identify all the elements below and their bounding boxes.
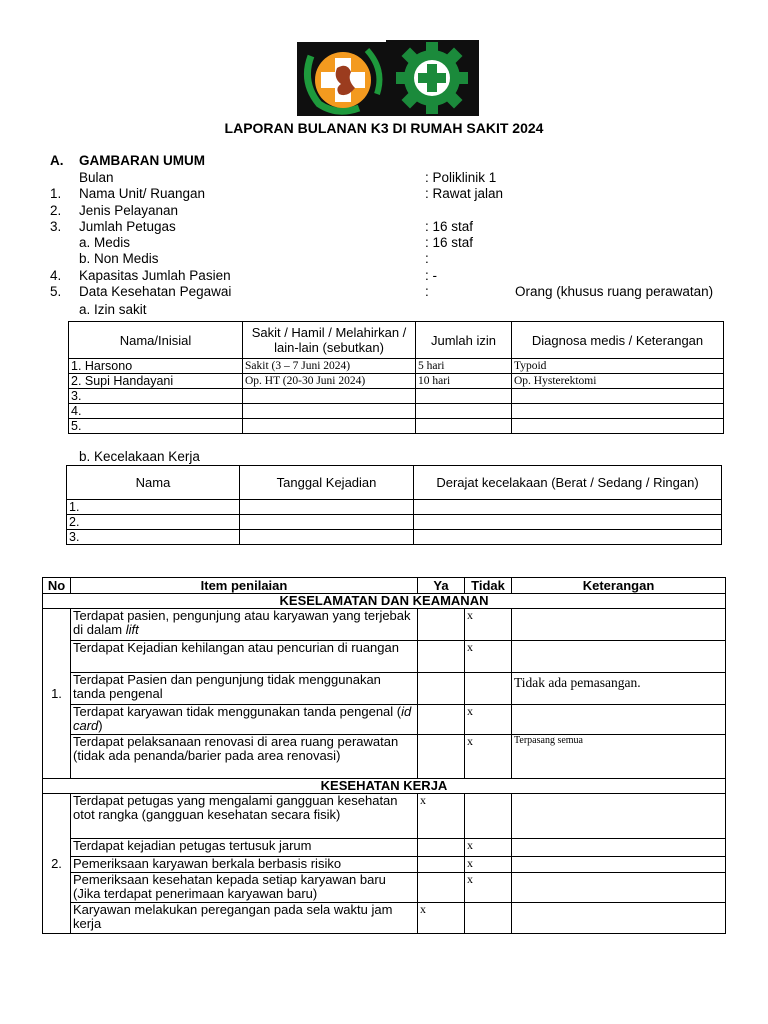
mark-tidak: x bbox=[465, 705, 512, 735]
section-a-row-value: : bbox=[425, 284, 429, 299]
item-penilaian-text: Terdapat petugas yang mengalami gangguan kesehatan otot rangka (gangguan kesehatan secara fisik) bbox=[71, 794, 418, 839]
table-row bbox=[67, 515, 722, 530]
keterangan-cell bbox=[512, 857, 726, 873]
mark-ya bbox=[418, 641, 465, 673]
table-row bbox=[67, 530, 722, 545]
section-a-row-number: 4. bbox=[50, 268, 62, 283]
section-a-row-value: : bbox=[425, 251, 429, 266]
kecelakaan-cell-name: 1. bbox=[67, 500, 240, 515]
item-penilaian-text: Terdapat karyawan tidak menggunakan tanda pengenal (id card) bbox=[71, 705, 418, 735]
section-header-row bbox=[43, 594, 726, 609]
kecelakaan-cell-degree bbox=[414, 500, 722, 515]
kecelakaan-label: b. Kecelakaan Kerja bbox=[79, 449, 200, 464]
mark-tidak bbox=[465, 903, 512, 934]
izin-cell-diag bbox=[512, 389, 724, 404]
izin-cell-name: 3. bbox=[69, 389, 243, 404]
keterangan-cell bbox=[512, 705, 726, 735]
mark-ya bbox=[418, 873, 465, 903]
izin-cell-name: 2. Supi Handayani bbox=[69, 374, 243, 389]
item-penilaian-text: Terdapat kejadian petugas tertusuk jarum bbox=[71, 839, 418, 857]
section-a-row-number: 5. bbox=[50, 284, 62, 299]
keterangan-cell bbox=[512, 609, 726, 641]
section-a-row-label: Data Kesehatan Pegawai bbox=[79, 284, 232, 299]
section-a-row-value: : - bbox=[425, 268, 437, 283]
col-header-sakit: Sakit / Hamil / Melahirkan / lain-lain (sebutkan) bbox=[243, 322, 416, 359]
mark-tidak: x bbox=[465, 857, 512, 873]
col-header-nama: Nama/Inisial bbox=[69, 322, 243, 359]
kecelakaan-table bbox=[66, 465, 722, 545]
mark-ya bbox=[418, 673, 465, 705]
orang-note: Orang (khusus ruang perawatan) bbox=[515, 284, 714, 299]
izin-cell-diag: Typoid bbox=[512, 359, 724, 374]
col-header-derajat: Derajat kecelakaan (Berat / Sedang / Ringan) bbox=[414, 466, 722, 500]
col-header-nama: Nama bbox=[67, 466, 240, 500]
table-row bbox=[43, 609, 726, 641]
logo-k3 bbox=[386, 40, 479, 116]
mark-tidak: x bbox=[465, 839, 512, 857]
mark-ya bbox=[418, 857, 465, 873]
section-a-row-value: : 16 staf bbox=[425, 219, 474, 234]
mark-tidak: x bbox=[465, 641, 512, 673]
izin-cell-reason bbox=[243, 404, 416, 419]
izin-cell-count bbox=[416, 389, 512, 404]
col-header-item: Item penilaian bbox=[71, 578, 418, 594]
izin-cell-count bbox=[416, 419, 512, 434]
izin-sakit-table bbox=[68, 321, 724, 434]
mark-ya: x bbox=[418, 794, 465, 839]
table-row bbox=[69, 359, 724, 374]
izin-cell-count bbox=[416, 404, 512, 419]
izin-cell-name: 5. bbox=[69, 419, 243, 434]
kecelakaan-cell-name: 2. bbox=[67, 515, 240, 530]
section-a-row-number: 1. bbox=[50, 186, 62, 201]
table-row bbox=[43, 641, 726, 673]
section-a-row-label: a. Medis bbox=[79, 235, 131, 250]
kecelakaan-cell-degree bbox=[414, 530, 722, 545]
keterangan-cell: Terpasang semua bbox=[512, 735, 726, 779]
table-row bbox=[43, 903, 726, 934]
keterangan-cell: Tidak ada pemasangan. bbox=[512, 673, 726, 705]
izin-cell-reason bbox=[243, 419, 416, 434]
table-row bbox=[43, 839, 726, 857]
col-header-tanggal: Tanggal Kejadian bbox=[240, 466, 414, 500]
mark-tidak bbox=[465, 673, 512, 705]
keterangan-cell bbox=[512, 873, 726, 903]
col-header-diagnosa: Diagnosa medis / Keterangan bbox=[512, 322, 724, 359]
section-a-row-value: : Poliklinik 1 bbox=[425, 170, 497, 185]
item-penilaian-text: Pemeriksaan karyawan berkala berbasis risiko bbox=[71, 857, 418, 873]
item-penilaian-text: Pemeriksaan kesehatan kepada setiap karyawan baru (Jika terdapat penerimaan karyawan baru) bbox=[71, 873, 418, 903]
document-title: LAPORAN BULANAN K3 DI RUMAH SAKIT 2024 bbox=[224, 120, 544, 136]
logo-rumah-sakit bbox=[297, 42, 387, 116]
table-row bbox=[67, 500, 722, 515]
col-header-no: No bbox=[43, 578, 71, 594]
section-number: 2. bbox=[43, 794, 71, 934]
section-a-number: A. bbox=[50, 153, 64, 168]
section-header-row bbox=[43, 779, 726, 794]
section-a-row-number: 2. bbox=[50, 203, 62, 218]
table-row bbox=[43, 794, 726, 839]
section-a-row-value: : 16 staf bbox=[425, 235, 474, 250]
item-penilaian-text: Terdapat Pasien dan pengunjung tidak menggunakan tanda pengenal bbox=[71, 673, 418, 705]
section-a-row-label: Kapasitas Jumlah Pasien bbox=[79, 268, 231, 283]
section-title: KESELAMATAN DAN KEAMANAN bbox=[43, 594, 726, 609]
section-a-row-label: Jumlah Petugas bbox=[79, 219, 176, 234]
section-title: KESEHATAN KERJA bbox=[43, 779, 726, 794]
izin-cell-count: 10 hari bbox=[416, 374, 512, 389]
col-header-keterangan: Keterangan bbox=[512, 578, 726, 594]
section-a-heading: GAMBARAN UMUM bbox=[79, 153, 205, 168]
table-row bbox=[43, 873, 726, 903]
kecelakaan-cell-date bbox=[240, 515, 414, 530]
mark-ya bbox=[418, 735, 465, 779]
izin-cell-diag bbox=[512, 419, 724, 434]
mark-ya bbox=[418, 609, 465, 641]
keterangan-cell bbox=[512, 839, 726, 857]
kecelakaan-cell-date bbox=[240, 500, 414, 515]
item-penilaian-text: Terdapat Kejadian kehilangan atau pencurian di ruangan bbox=[71, 641, 418, 673]
item-penilaian-text: Terdapat pelaksanaan renovasi di area ruang perawatan (tidak ada penanda/barier pada area renovasi) bbox=[71, 735, 418, 779]
table-row bbox=[69, 389, 724, 404]
table-row bbox=[43, 673, 726, 705]
table-row bbox=[69, 419, 724, 434]
kecelakaan-cell-date bbox=[240, 530, 414, 545]
item-penilaian-text: Karyawan melakukan peregangan pada sela waktu jam kerja bbox=[71, 903, 418, 934]
izin-cell-diag: Op. Hysterektomi bbox=[512, 374, 724, 389]
section-a-row-label: Nama Unit/ Ruangan bbox=[79, 186, 206, 201]
section-a-row-label: Jenis Pelayanan bbox=[79, 203, 179, 218]
izin-cell-reason: Sakit (3 – 7 Juni 2024) bbox=[243, 359, 416, 374]
col-header-ya: Ya bbox=[418, 578, 465, 594]
keterangan-cell bbox=[512, 641, 726, 673]
item-penilaian-text: Terdapat pasien, pengunjung atau karyawan yang terjebak di dalam lift bbox=[71, 609, 418, 641]
mark-tidak: x bbox=[465, 873, 512, 903]
col-header-jumlah: Jumlah izin bbox=[416, 322, 512, 359]
section-a-row-value: : Rawat jalan bbox=[425, 186, 504, 201]
section-a-row-label: b. Non Medis bbox=[79, 251, 159, 266]
table-row bbox=[69, 404, 724, 419]
mark-ya: x bbox=[418, 903, 465, 934]
izin-cell-count: 5 hari bbox=[416, 359, 512, 374]
mark-tidak: x bbox=[465, 609, 512, 641]
izin-cell-name: 1. Harsono bbox=[69, 359, 243, 374]
section-a-row-number: 3. bbox=[50, 219, 62, 234]
izin-cell-reason bbox=[243, 389, 416, 404]
mark-tidak: x bbox=[465, 735, 512, 779]
penilaian-table bbox=[42, 577, 726, 934]
kecelakaan-cell-name: 3. bbox=[67, 530, 240, 545]
izin-sakit-label: a. Izin sakit bbox=[79, 302, 147, 317]
table-row bbox=[43, 735, 726, 779]
table-row bbox=[69, 374, 724, 389]
section-number: 1. bbox=[43, 609, 71, 779]
izin-cell-name: 4. bbox=[69, 404, 243, 419]
kecelakaan-cell-degree bbox=[414, 515, 722, 530]
mark-ya bbox=[418, 839, 465, 857]
mark-tidak bbox=[465, 794, 512, 839]
keterangan-cell bbox=[512, 903, 726, 934]
col-header-tidak: Tidak bbox=[465, 578, 512, 594]
izin-cell-diag bbox=[512, 404, 724, 419]
table-row bbox=[43, 857, 726, 873]
keterangan-cell bbox=[512, 794, 726, 839]
section-a-row-label: Bulan bbox=[79, 170, 114, 185]
mark-ya bbox=[418, 705, 465, 735]
izin-cell-reason: Op. HT (20-30 Juni 2024) bbox=[243, 374, 416, 389]
table-row bbox=[43, 705, 726, 735]
